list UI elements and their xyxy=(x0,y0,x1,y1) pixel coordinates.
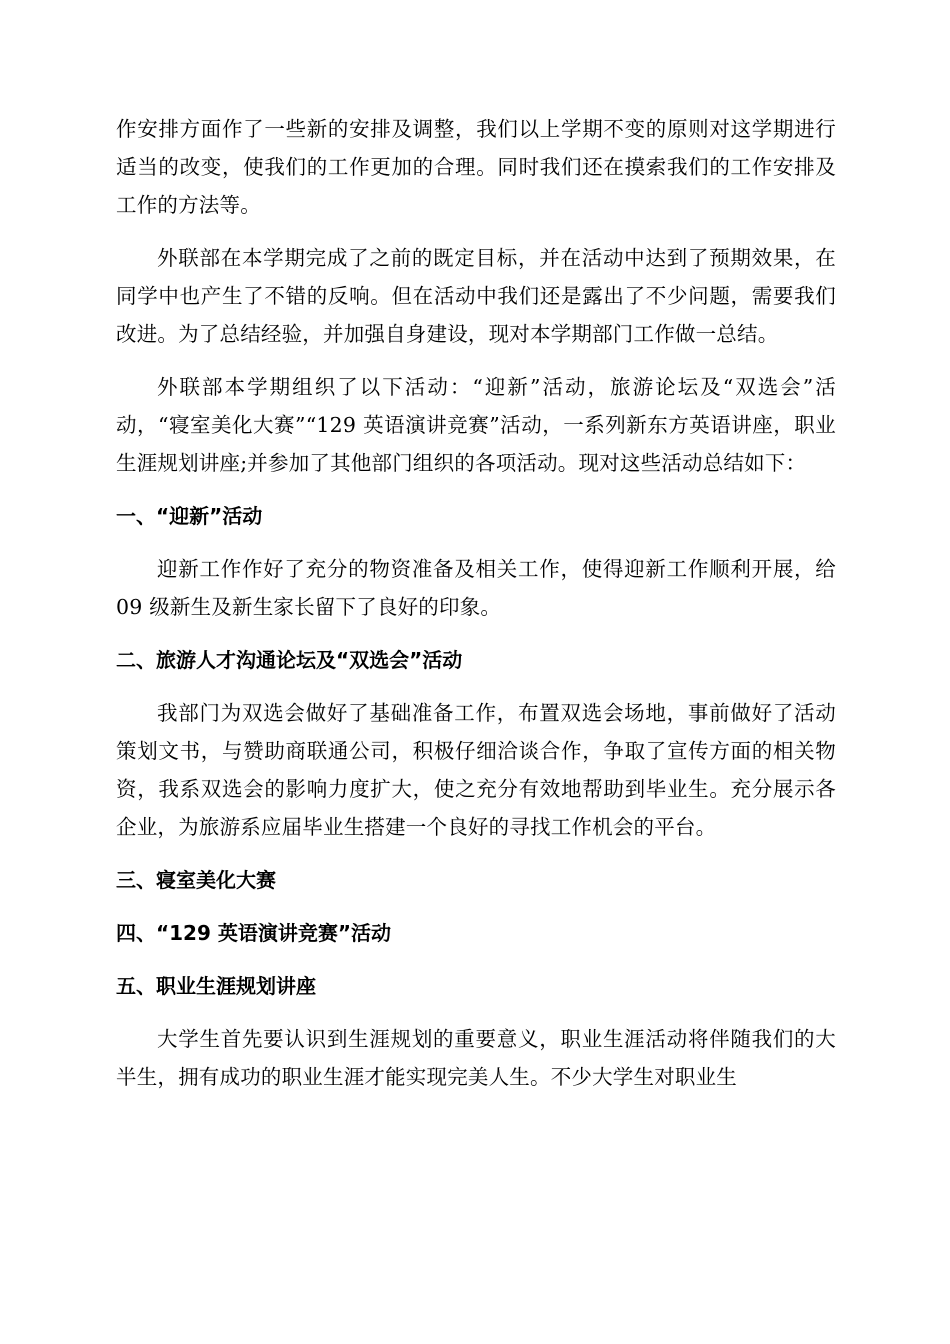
body-paragraph: 外联部本学期组织了以下活动：“迎新”活动，旅游论坛及“双选会”活动，“寝室美化大赛”“129 英语演讲竞赛”活动，一系列新东方英语讲座，职业生涯规划讲座;并参加了其他部门组织的各项活动。现对这些活动总结如下： xyxy=(116,375,836,475)
section-heading: 一、“迎新”活动 xyxy=(116,504,263,528)
section-heading: 五、职业生涯规划讲座 xyxy=(116,974,316,998)
body-paragraph: 大学生首先要认识到生涯规划的重要意义，职业生涯活动将伴随我们的大半生，拥有成功的职业生涯才能实现完美人生。不少大学生对职业生 xyxy=(116,1027,836,1089)
section-heading: 四、“129 英语演讲竞赛”活动 xyxy=(116,921,391,945)
body-paragraph: 我部门为双选会做好了基础准备工作，布置双选会场地，事前做好了活动策划文书，与赞助商联通公司，积极仔细洽谈合作，争取了宣传方面的相关物资，我系双选会的影响力度扩大，使之充分有效地帮助到毕业生。充分展示各企业，为旅游系应届毕业生搭建一个良好的寻找工作机会的平台。 xyxy=(116,701,836,839)
body-paragraph: 外联部在本学期完成了之前的既定目标，并在活动中达到了预期效果，在同学中也产生了不错的反响。但在活动中我们还是露出了不少问题，需要我们改进。为了总结经验，并加强自身建设，现对本学期部门工作做一总结。 xyxy=(116,246,836,346)
body-paragraph: 迎新工作作好了充分的物资准备及相关工作，使得迎新工作顺利开展，给 09 级新生及新生家长留下了良好的印象。 xyxy=(116,557,836,619)
section-heading: 三、寝室美化大赛 xyxy=(116,868,276,892)
section-heading: 二、旅游人才沟通论坛及“双选会”活动 xyxy=(116,648,463,672)
document-body xyxy=(116,110,836,1111)
body-paragraph: 作安排方面作了一些新的安排及调整，我们以上学期不变的原则对这学期进行适当的改变，使我们的工作更加的合理。同时我们还在摸索我们的工作安排及工作的方法等。 xyxy=(116,117,836,217)
